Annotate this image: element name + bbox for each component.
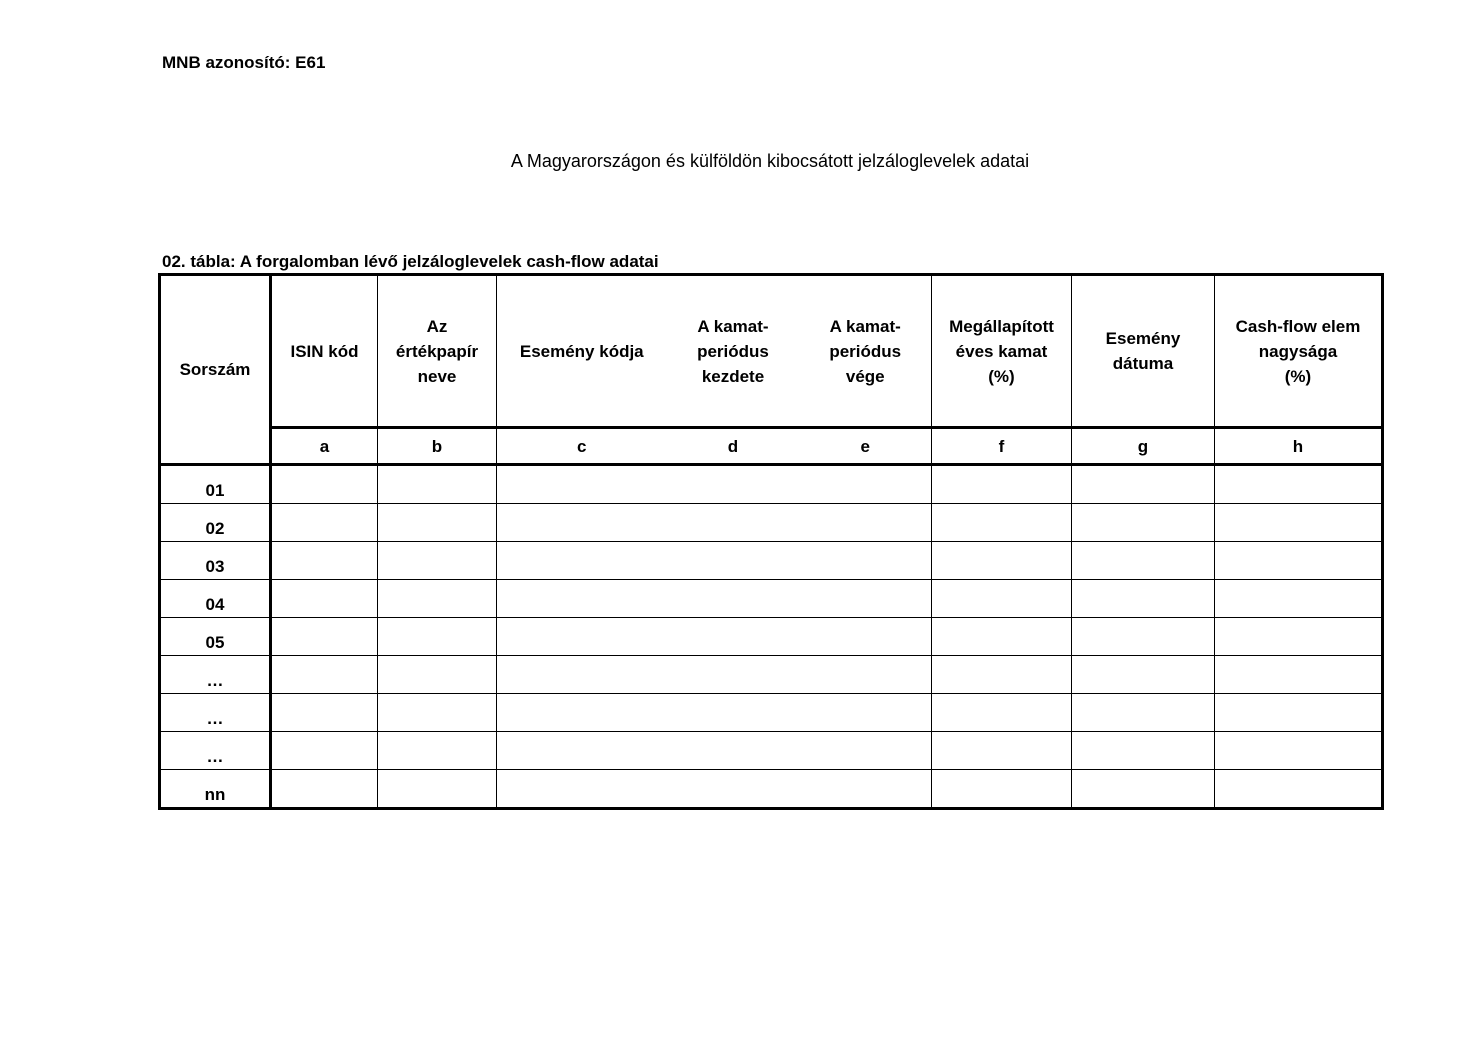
data-cell[interactable] xyxy=(497,770,667,809)
column-code: c xyxy=(497,428,667,465)
data-cell[interactable] xyxy=(667,656,800,694)
data-cell[interactable] xyxy=(497,580,667,618)
data-cell[interactable] xyxy=(932,504,1072,542)
header-label: Az értékpapír neve xyxy=(395,316,479,386)
data-cell[interactable] xyxy=(1072,770,1215,809)
data-cell[interactable] xyxy=(1072,656,1215,694)
data-cell[interactable] xyxy=(1072,618,1215,656)
data-cell[interactable] xyxy=(1215,732,1383,770)
data-cell[interactable] xyxy=(932,694,1072,732)
cash-flow-table xyxy=(158,273,1384,810)
header-label: A kamat- periódus vége xyxy=(829,316,902,386)
data-cell[interactable] xyxy=(667,732,800,770)
row-number: 04 xyxy=(160,580,271,618)
data-cell[interactable] xyxy=(1215,580,1383,618)
table-row xyxy=(160,618,1383,656)
data-rows xyxy=(160,465,1383,809)
data-cell[interactable] xyxy=(800,542,932,580)
data-cell[interactable] xyxy=(1215,656,1383,694)
data-cell[interactable] xyxy=(667,580,800,618)
data-cell[interactable] xyxy=(271,656,378,694)
data-cell[interactable] xyxy=(1215,465,1383,504)
data-cell[interactable] xyxy=(378,580,497,618)
data-cell[interactable] xyxy=(1072,542,1215,580)
data-cell[interactable] xyxy=(497,732,667,770)
row-number: … xyxy=(160,656,271,694)
data-cell[interactable] xyxy=(932,542,1072,580)
data-cell[interactable] xyxy=(497,504,667,542)
header-cell-cashflow-nagysaga xyxy=(1215,275,1383,428)
row-number: nn xyxy=(160,770,271,809)
row-number: 05 xyxy=(160,618,271,656)
data-cell[interactable] xyxy=(667,694,800,732)
header-label: Esemény kódja xyxy=(519,341,644,361)
header-cell-esemeny-kodja xyxy=(497,275,667,428)
data-cell[interactable] xyxy=(378,465,497,504)
table-row xyxy=(160,732,1383,770)
data-cell[interactable] xyxy=(1072,694,1215,732)
column-code: g xyxy=(1072,428,1215,465)
header-cell-esemeny-datuma xyxy=(1072,275,1215,428)
data-cell[interactable] xyxy=(497,694,667,732)
header-row xyxy=(160,275,1383,428)
data-cell[interactable] xyxy=(932,580,1072,618)
row-number: … xyxy=(160,694,271,732)
data-cell[interactable] xyxy=(271,542,378,580)
row-number: 01 xyxy=(160,465,271,504)
header-cell-kamatperiodus-vege xyxy=(800,275,932,428)
data-cell[interactable] xyxy=(271,465,378,504)
data-cell[interactable] xyxy=(378,504,497,542)
data-cell[interactable] xyxy=(1072,732,1215,770)
header-cell-isin xyxy=(271,275,378,428)
data-cell[interactable] xyxy=(497,656,667,694)
row-number: 02 xyxy=(160,504,271,542)
data-cell[interactable] xyxy=(1072,504,1215,542)
data-cell[interactable] xyxy=(378,732,497,770)
mnb-identifier: MNB azonosító: E61 xyxy=(162,53,326,72)
data-cell[interactable] xyxy=(667,504,800,542)
header-cell-eves-kamat xyxy=(932,275,1072,428)
data-cell[interactable] xyxy=(800,504,932,542)
table-row xyxy=(160,656,1383,694)
column-code: e xyxy=(800,428,932,465)
data-cell[interactable] xyxy=(1215,504,1383,542)
data-cell[interactable] xyxy=(378,618,497,656)
data-cell[interactable] xyxy=(932,465,1072,504)
data-cell[interactable] xyxy=(667,618,800,656)
data-cell[interactable] xyxy=(932,732,1072,770)
header-cell-ertekpapir-neve xyxy=(378,275,497,428)
table-row xyxy=(160,694,1383,732)
data-cell[interactable] xyxy=(800,732,932,770)
data-cell[interactable] xyxy=(271,580,378,618)
data-cell[interactable] xyxy=(378,542,497,580)
data-cell[interactable] xyxy=(667,465,800,504)
data-cell[interactable] xyxy=(800,465,932,504)
column-code: a xyxy=(271,428,378,465)
data-cell[interactable] xyxy=(800,770,932,809)
header-label: ISIN kód xyxy=(290,341,359,361)
data-cell[interactable] xyxy=(1215,694,1383,732)
document-title: A Magyarországon és külföldön kibocsátott jelzáloglevelek adatai xyxy=(510,151,1030,171)
data-cell[interactable] xyxy=(932,770,1072,809)
table-row xyxy=(160,580,1383,618)
data-cell[interactable] xyxy=(271,694,378,732)
header-cell-kamatperiodus-kezdete xyxy=(667,275,800,428)
column-code: b xyxy=(378,428,497,465)
data-cell[interactable] xyxy=(800,618,932,656)
table-row xyxy=(160,770,1383,809)
data-cell[interactable] xyxy=(1072,465,1215,504)
data-cell[interactable] xyxy=(1072,580,1215,618)
row-number: … xyxy=(160,732,271,770)
data-cell[interactable] xyxy=(497,618,667,656)
data-cell[interactable] xyxy=(800,580,932,618)
header-label: Megállapított éves kamat (%) xyxy=(949,316,1054,386)
table-row xyxy=(160,542,1383,580)
data-cell[interactable] xyxy=(497,465,667,504)
data-cell[interactable] xyxy=(497,542,667,580)
header-label: A kamat- periódus kezdete xyxy=(697,316,769,386)
data-cell[interactable] xyxy=(1215,618,1383,656)
data-cell[interactable] xyxy=(378,656,497,694)
column-code: h xyxy=(1215,428,1383,465)
header-label: Cash-flow elem nagysága (%) xyxy=(1235,316,1361,386)
data-cell[interactable] xyxy=(932,618,1072,656)
table-row xyxy=(160,504,1383,542)
data-cell[interactable] xyxy=(271,770,378,809)
data-cell[interactable] xyxy=(378,770,497,809)
data-cell[interactable] xyxy=(667,542,800,580)
row-number: 03 xyxy=(160,542,271,580)
data-cell[interactable] xyxy=(667,770,800,809)
data-cell[interactable] xyxy=(1215,542,1383,580)
data-cell[interactable] xyxy=(271,618,378,656)
data-cell[interactable] xyxy=(932,656,1072,694)
header-label: Esemény dátuma xyxy=(1105,329,1181,373)
header-cell-sorszam: Sorszám xyxy=(160,275,271,465)
data-cell[interactable] xyxy=(271,732,378,770)
data-cell[interactable] xyxy=(1215,770,1383,809)
data-cell[interactable] xyxy=(271,504,378,542)
column-code-row xyxy=(160,428,1383,465)
table-caption: 02. tábla: A forgalomban lévő jelzáloglevelek cash-flow adatai xyxy=(162,252,659,271)
table-row xyxy=(160,465,1383,504)
column-code: d xyxy=(667,428,800,465)
data-cell[interactable] xyxy=(800,694,932,732)
column-code: f xyxy=(932,428,1072,465)
data-cell[interactable] xyxy=(800,656,932,694)
data-cell[interactable] xyxy=(378,694,497,732)
